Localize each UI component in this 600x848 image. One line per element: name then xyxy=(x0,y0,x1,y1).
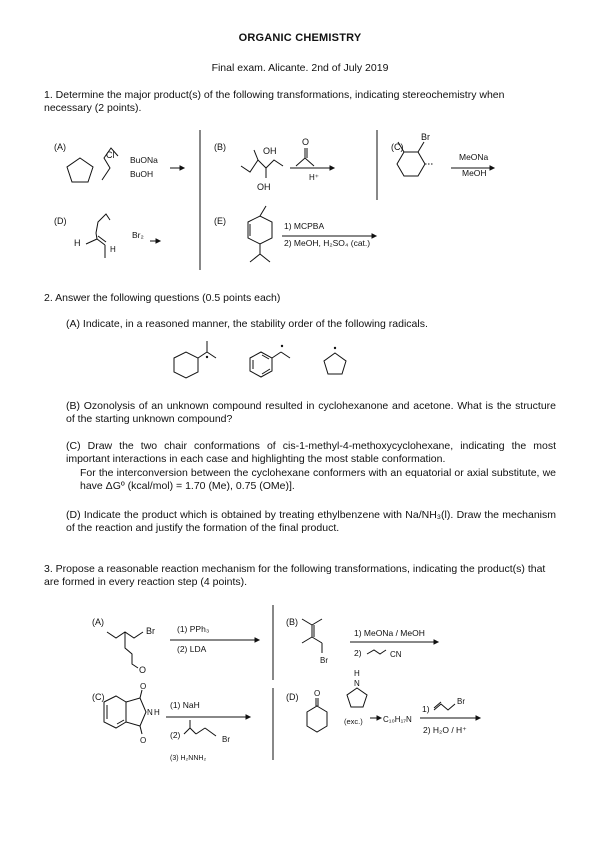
cyclopentane-structure xyxy=(67,158,93,182)
radical-dot-icon xyxy=(206,356,208,358)
radical-benzylic xyxy=(250,345,290,377)
atom-cn: CN xyxy=(390,650,402,659)
atom-o: O xyxy=(139,665,147,675)
page-title: ORGANIC CHEMISTRY xyxy=(238,32,362,44)
methallyl-structure xyxy=(184,728,196,734)
radical-dot-icon xyxy=(281,345,283,347)
reagent-meoh-h2so4: 2) MeOH, H₂SO₄ (cat.) xyxy=(284,238,371,248)
radical-cyclohexyl xyxy=(174,341,216,378)
reagent-lda: (2) LDA xyxy=(177,644,207,654)
arrowhead-icon xyxy=(476,716,480,720)
atom-cl: Cl xyxy=(106,150,115,160)
cyclohexene-structure xyxy=(248,216,272,244)
question-2c-note: For the interconversion between the cyclohexane conformers with an equatorial or axial substitute, we have ΔGº (kcal/mol) = 1.70 (Me), 0.75 (OMe)]. xyxy=(80,467,556,492)
reagent-pph3: (1) PPh₃ xyxy=(177,624,210,634)
reagent-step2: 2) xyxy=(354,648,362,658)
reagent-nah: (1) NaH xyxy=(170,700,200,710)
question-2-text: 2. Answer the following questions (0.5 points each) xyxy=(44,292,281,304)
label-1d: (D) xyxy=(54,216,67,226)
arrowhead-icon xyxy=(490,166,494,170)
reagent-buoh: BuOH xyxy=(130,169,154,179)
exam-subtitle: Final exam. Alicante. 2nd of July 2019 xyxy=(211,62,389,74)
atom-br: Br xyxy=(421,132,430,142)
reaction-3b xyxy=(286,617,438,665)
cyclohexanone-ring xyxy=(307,706,327,732)
reaction-1c xyxy=(391,132,494,178)
reagent-step2: (2) xyxy=(170,730,181,740)
atom-h-left: H xyxy=(74,238,81,248)
reaction-3d xyxy=(286,669,480,735)
atom-n: N xyxy=(147,708,153,717)
atom-h-right: H xyxy=(110,245,116,254)
question-2b-text: (B) Ozonolysis of an unknown compound resulted in cyclohexanone and acetone. What is the structure of the starting unknown compound? xyxy=(66,400,556,425)
reaction-3a xyxy=(92,617,259,675)
question-1-text: 1. Determine the major product(s) of the following transformations, indicating stereochemistry when necessary (2 points). xyxy=(44,89,505,114)
atom-o-bottom: O xyxy=(140,736,147,745)
label-excess: (exc.) xyxy=(344,717,363,726)
label-1e: (E) xyxy=(214,216,226,226)
reagent-buona: BuONa xyxy=(130,155,158,165)
arrowhead-icon xyxy=(330,166,334,170)
arrowhead-icon xyxy=(180,166,184,170)
imide-ring xyxy=(126,698,146,726)
reagent-mcpba: 1) MCPBA xyxy=(284,221,325,231)
reaction-1a xyxy=(54,142,184,182)
cyclohexane-structure xyxy=(397,152,425,176)
atom-h-pyrrolidine: H xyxy=(354,669,360,678)
alkene-chain xyxy=(96,214,110,233)
reagent-step1: 1) xyxy=(422,704,430,714)
arrowhead-icon xyxy=(156,239,160,243)
arrowhead-icon xyxy=(372,234,376,238)
condition-acid: H⁺ xyxy=(309,173,319,182)
cyclopentane-ring xyxy=(324,353,346,374)
isopropyl-group xyxy=(250,254,270,262)
label-1b: (B) xyxy=(214,142,226,152)
atom-oh-top: OH xyxy=(263,146,277,156)
aldehyde-chain xyxy=(125,632,138,668)
reaction-3c xyxy=(92,682,250,762)
arrowhead-icon xyxy=(434,640,438,644)
atom-oh-bottom: OH xyxy=(257,182,271,192)
label-3d: (D) xyxy=(286,692,299,702)
atom-h: H xyxy=(154,708,160,717)
arrowhead-icon xyxy=(246,715,250,719)
question-2c-text: (C) Draw the two chair conformations of cis-1-methyl-4-methoxycyclohexane, indicating the most important interactions in each case and highlighting the most stable conformation. xyxy=(66,440,556,465)
atom-br: Br xyxy=(146,626,155,636)
reaction-1d xyxy=(54,214,160,258)
reagent-meona: MeONa xyxy=(459,152,489,162)
atom-br: Br xyxy=(320,656,328,665)
pyrrolidine-ring xyxy=(347,688,367,707)
label-3a: (A) xyxy=(92,617,104,627)
reaction-1e xyxy=(214,206,376,262)
question-2d-text: (D) Indicate the product which is obtained by treating ethylbenzene with Na/NH₃(l). Draw the mechanism of the reaction and justify the formation of the final product. xyxy=(66,509,556,534)
reagent-meona-meoh: 1) MeONa / MeOH xyxy=(354,628,425,638)
arrowhead-icon xyxy=(377,716,381,720)
cyclohexane-ring xyxy=(174,352,198,378)
reaction-1b xyxy=(214,137,334,192)
reagent-h2o-acid: 2) H₂O / H⁺ xyxy=(423,725,467,735)
label-3b: (B) xyxy=(286,617,298,627)
radical-dot-icon xyxy=(334,347,336,349)
acetone-structure xyxy=(296,158,314,166)
diol-structure xyxy=(241,160,283,172)
question-3-text: 3. Propose a reasonable reaction mechanism for the following transformations, indicating the product(s) that are formed in every reaction step (4 points). xyxy=(44,563,546,588)
label-3c: (C) xyxy=(92,692,105,702)
label-1c: (C) xyxy=(391,142,404,152)
reagent-meoh: MeOH xyxy=(462,168,487,178)
atom-n-pyrrolidine: N xyxy=(354,679,360,688)
atom-br: Br xyxy=(222,735,230,744)
atom-br: Br xyxy=(457,697,465,706)
arrowhead-icon xyxy=(255,638,259,642)
atom-o: O xyxy=(302,137,310,147)
radical-cyclopentyl xyxy=(324,347,346,374)
formula-enamine: C₁₀H₁₇N xyxy=(383,715,412,724)
atom-o: O xyxy=(314,689,321,698)
atom-o-top: O xyxy=(140,682,147,691)
question-2a-text: (A) Indicate, in a reasoned manner, the stability order of the following radicals. xyxy=(66,318,428,330)
acrylonitrile-structure xyxy=(367,650,386,654)
label-1a: (A) xyxy=(54,142,66,152)
reagent-br2: Br₂ xyxy=(132,230,144,240)
reagent-hydrazine: (3) H₂NNH₂ xyxy=(170,755,207,762)
